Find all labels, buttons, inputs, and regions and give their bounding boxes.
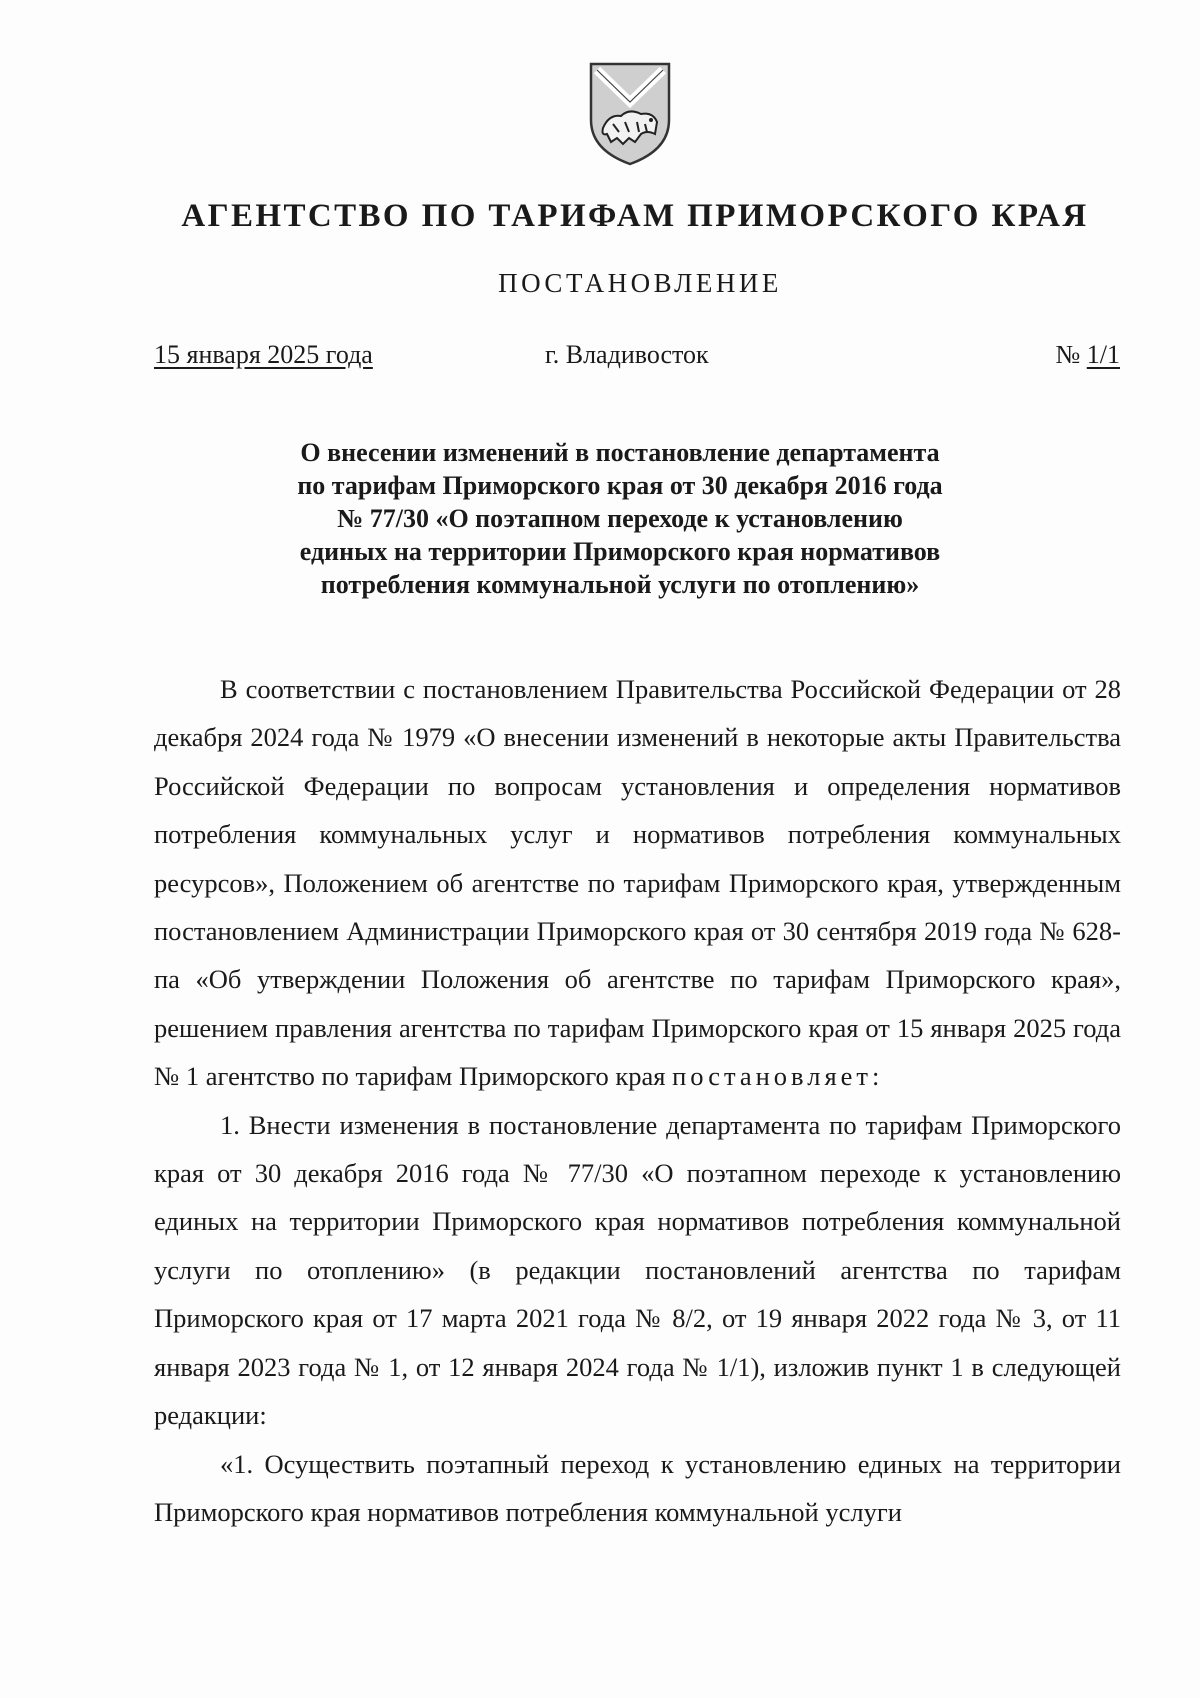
document-type: ПОСТАНОВЛЕНИЕ xyxy=(498,268,782,298)
document-number xyxy=(1055,340,1120,370)
document-city: г. Владивосток xyxy=(545,340,709,369)
item-1-paragraph: 1. Внести изменения в постановление департамента по тарифам Приморского края от 30 декабря 2016 года № 77/30 «О поэтапном переходе к установлению единых на территории Приморского края нормативов потребления коммунальной услуги по отоплению» (в редакции постановлений агентства по тарифам Приморского края от 17 марта 2021 года № 8/2, от 19 января 2022 года № 3, от 11 января 2023 года № 1, от 12 января 2024 года № 1/1), изложив пункт 1 в следующей редакции: xyxy=(154,1109,1121,1431)
preamble-text: В соответствии с постановлением Правительства Российской Федерации от 28 декабря 2024 года № 1979 «О внесении изменений в некоторые акты Правительства Российской Федерации по вопросам установления и определения нормативов потребления коммунальных услуг и нормативов потребления коммунальных ресурсов», Положением об агентстве по тарифам Приморского края, утвержденным постановлением Администрации Приморского края от 30 сентября 2019 года № 628-па «Об утверждении Положения об агентстве по тарифам Приморского края», решением правления агентства по тарифам Приморского края от 15 января 2025 года № 1 агентство по тарифам Приморского края xyxy=(154,674,1121,1092)
subject-line: единых на территории Приморского края нормативов xyxy=(299,537,941,566)
decree-word: постановляет: xyxy=(672,1061,884,1092)
document-subject xyxy=(230,436,1010,601)
subject-line: потребления коммунальной услуги по отоплению» xyxy=(320,570,920,599)
subject-line: № 77/30 «О поэтапном переходе к установлению xyxy=(337,504,903,533)
document-body xyxy=(154,665,1121,1536)
document-date: 15 января 2025 года xyxy=(154,340,373,369)
number-value: 1/1 xyxy=(1086,340,1120,369)
preamble-paragraph xyxy=(154,665,1121,1101)
number-prefix: № xyxy=(1055,340,1081,369)
subject-line: по тарифам Приморского края от 30 декабря 2016 года xyxy=(297,471,943,500)
subject-line: О внесении изменений в постановление департамента xyxy=(300,438,940,467)
quoted-item-paragraph: «1. Осуществить поэтапный переход к установлению единых на территории Приморского края нормативов потребления коммунальной услуги xyxy=(154,1448,1121,1527)
agency-name: АГЕНТСТВО ПО ТАРИФАМ ПРИМОРСКОГО КРАЯ xyxy=(181,198,1089,234)
coat-of-arms-icon xyxy=(585,58,675,168)
